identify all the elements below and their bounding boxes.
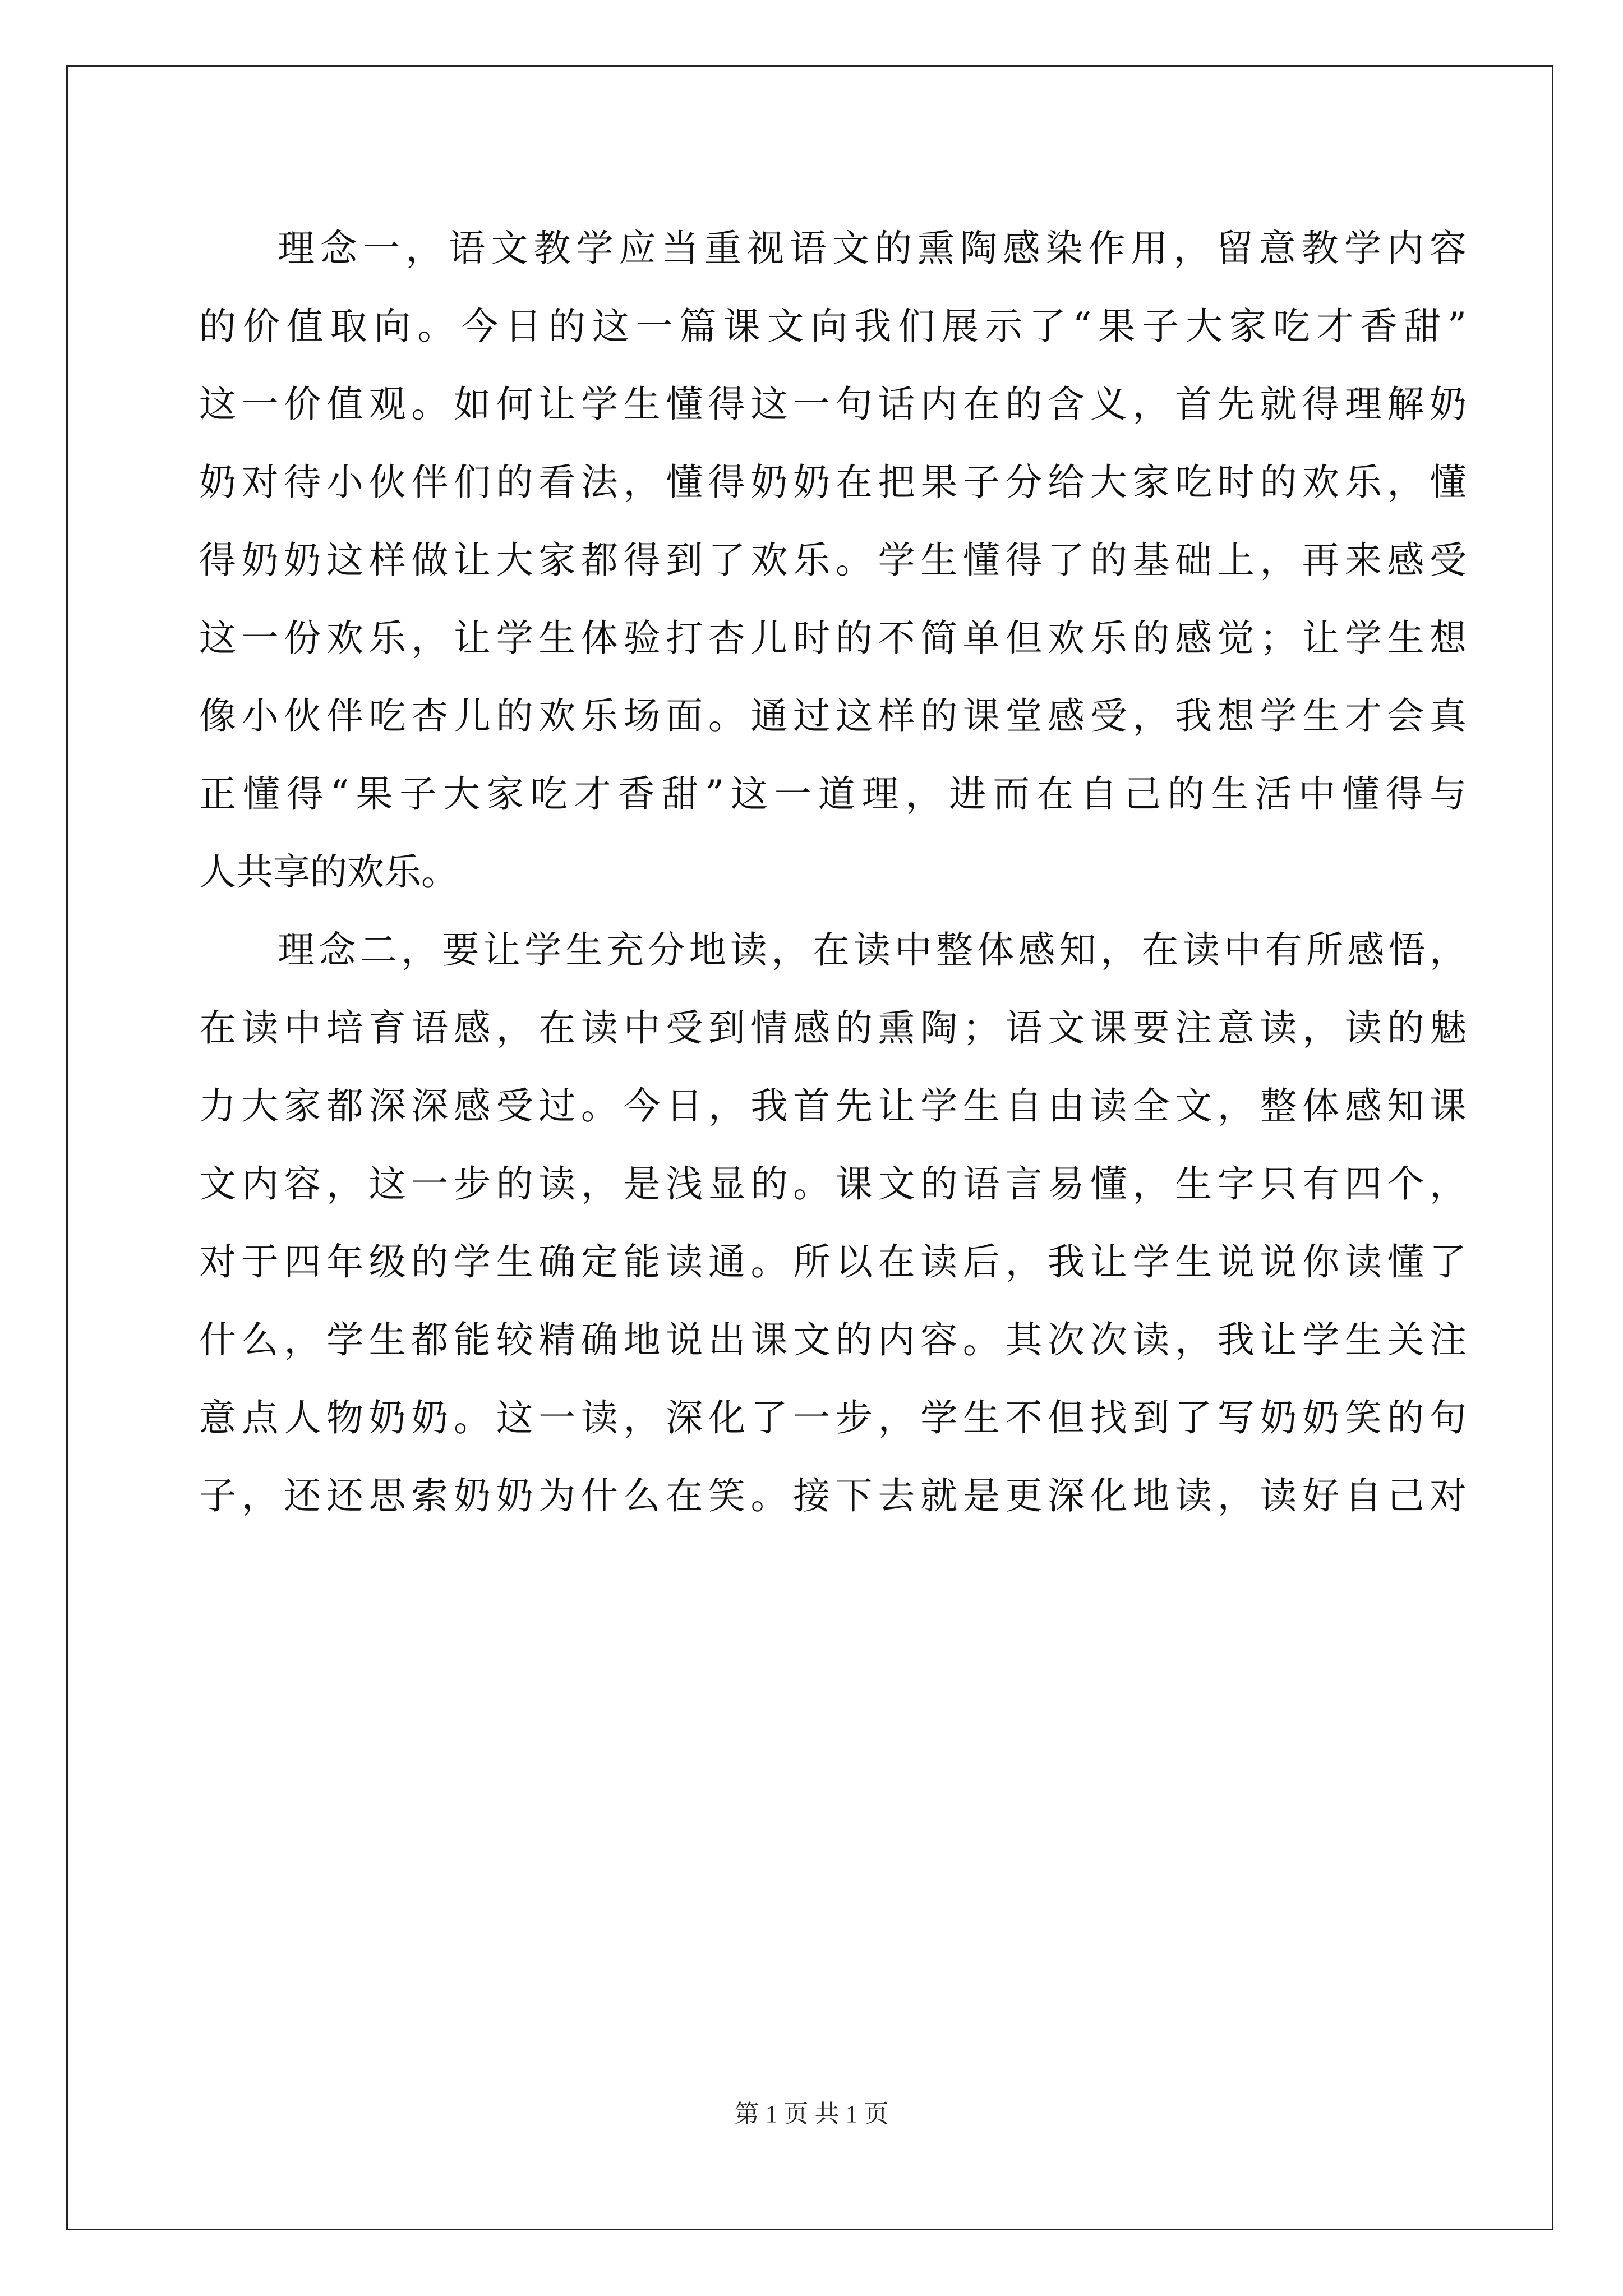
paragraph-1-line-8: 正懂得“果子大家吃才香甜”这一道理，进而在自己的生活中懂得与 [199, 772, 1467, 816]
paragraph-1-line-7: 像小伙伴吃杏儿的欢乐场面。通过这样的课堂感受，我想学生才会真 [199, 694, 1467, 738]
paragraph-1-line-3: 这一价值观。如何让学生懂得这一句话内在的含义，首先就得理解奶 [199, 383, 1467, 426]
paragraph-2-line-2: 在读中培育语感，在读中受到情感的熏陶；语文课要注意读，读的魅 [199, 1006, 1467, 1050]
paragraph-2-line-3: 力大家都深深感受过。今日，我首先让学生自由读全文，整体感知课 [199, 1084, 1467, 1128]
page-footer: 第 1 页 共 1 页 [734, 2100, 889, 2128]
paragraph-1-line-6: 这一份欢乐，让学生体验打杏儿时的不简单但欢乐的感觉；让学生想 [199, 616, 1467, 660]
paragraph-1-line-2: 的价值取向。今日的这一篇课文向我们展示了“果子大家吃才香甜” [199, 305, 1467, 348]
paragraph-2-line-4: 文内容，这一步的读，是浅显的。课文的语言易懂，生字只有四个， [199, 1162, 1467, 1205]
paragraph-1-line-4: 奶对待小伙伴们的看法，懂得奶奶在把果子分给大家吃时的欢乐，懂 [199, 461, 1467, 504]
paragraph-2-line-7: 意点人物奶奶。这一读，深化了一步，学生不但找到了写奶奶笑的句 [199, 1396, 1467, 1439]
paragraph-2-line-5: 对于四年级的学生确定能读通。所以在读后，我让学生说说你读懂了 [199, 1240, 1467, 1283]
paragraph-1-line-9: 人共享的欢乐。 [199, 850, 458, 894]
paragraph-1-line-5: 得奶奶这样做让大家都得到了欢乐。学生懂得了的基础上，再来感受 [199, 539, 1467, 582]
paragraph-1-line-1: 理念一，语文教学应当重视语文的熏陶感染作用，留意教学内容 [278, 227, 1467, 270]
paragraph-2-line-8: 子，还还思索奶奶为什么在笑。接下去就是更深化地读，读好自己对 [199, 1474, 1467, 1517]
paragraph-2-line-1: 理念二，要让学生充分地读，在读中整体感知，在读中有所感悟， [278, 928, 1467, 972]
paragraph-2-line-6: 什么，学生都能较精确地说出课文的内容。其次次读，我让学生关注 [199, 1318, 1467, 1361]
